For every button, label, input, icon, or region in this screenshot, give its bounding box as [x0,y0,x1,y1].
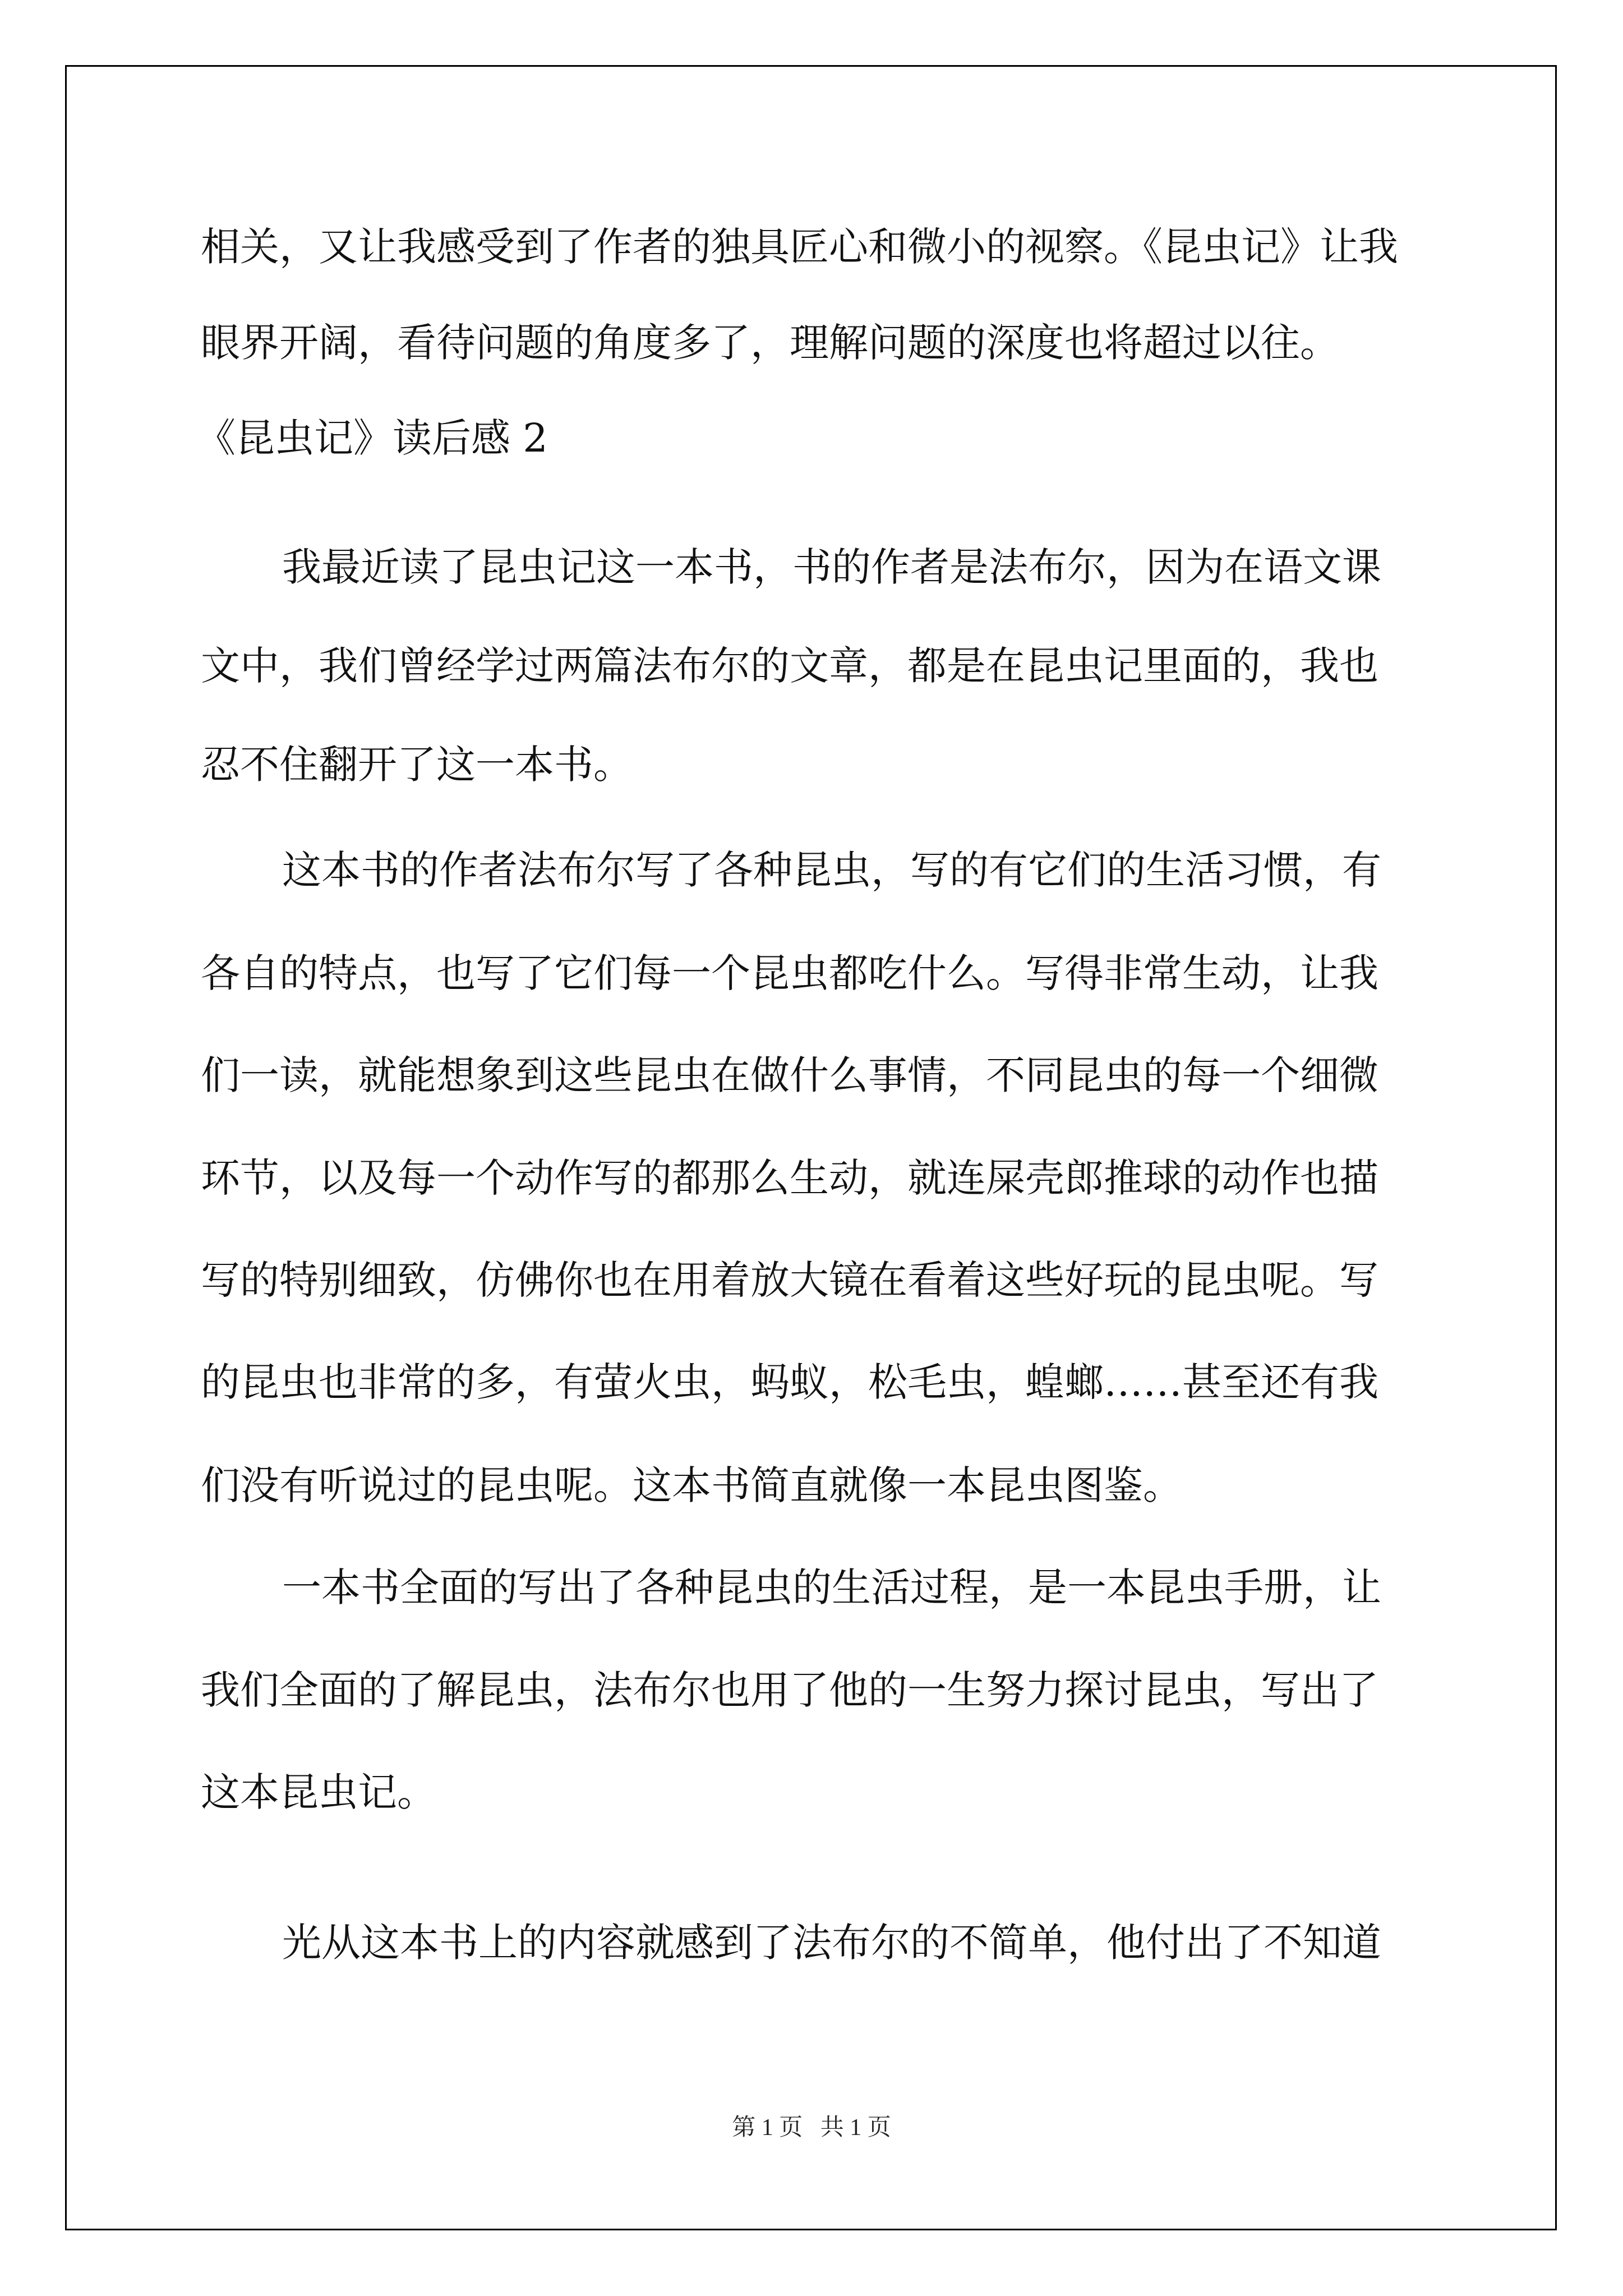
body-text-line: 们一读，就能想象到这些昆虫在做什么事情，不同昆虫的每一个细微 [201,1052,1378,1098]
body-text-line: 环节，以及每一个动作写的都那么生动，就连屎壳郎推球的动作也描 [201,1155,1378,1201]
page-number-footer: 第 1 页 共 1 页 [732,2115,891,2141]
body-text-line: 这本书的作者法布尔写了各种昆虫，写的有它们的生活习惯，有 [282,847,1381,893]
body-text-line: 们没有听说过的昆虫呢。这本书简直就像一本昆虫图鉴。 [201,1462,1182,1508]
body-text-line: 文中，我们曾经学过两篇法布尔的文章，都是在昆虫记里面的，我也 [201,643,1378,689]
body-text-line: 眼界开阔，看待问题的角度多了，理解问题的深度也将超过以往。 [201,320,1339,366]
body-text-line: 我们全面的了解昆虫，法布尔也用了他的一生努力探讨昆虫，写出了 [201,1667,1378,1713]
body-text-line: 这本昆虫记。 [201,1769,436,1815]
body-text-line: 忍不住翻开了这一本书。 [201,742,633,788]
section-heading: 《昆虫记》读后感 2 [196,415,548,461]
body-text-line: 各自的特点，也写了它们每一个昆虫都吃什么。写得非常生动，让我 [201,950,1378,996]
body-text-line: 的昆虫也非常的多，有萤火虫，蚂蚁，松毛虫，蝗螂……甚至还有我 [201,1359,1378,1405]
body-text-line: 一本书全面的写出了各种昆虫的生活过程，是一本昆虫手册，让 [282,1565,1381,1611]
body-text-line: 我最近读了昆虫记这一本书，书的作者是法布尔，因为在语文课 [282,544,1381,590]
body-text-line: 光从这本书上的内容就感到了法布尔的不简单，他付出了不知道 [282,1920,1381,1966]
page-border [65,65,1557,2230]
body-text-line: 写的特别细致，仿佛你也在用着放大镜在看着这些好玩的昆虫呢。写 [201,1257,1378,1303]
body-text-line: 相关，又让我感受到了作者的独具匠心和微小的视察。《昆虫记》让我 [201,224,1398,270]
